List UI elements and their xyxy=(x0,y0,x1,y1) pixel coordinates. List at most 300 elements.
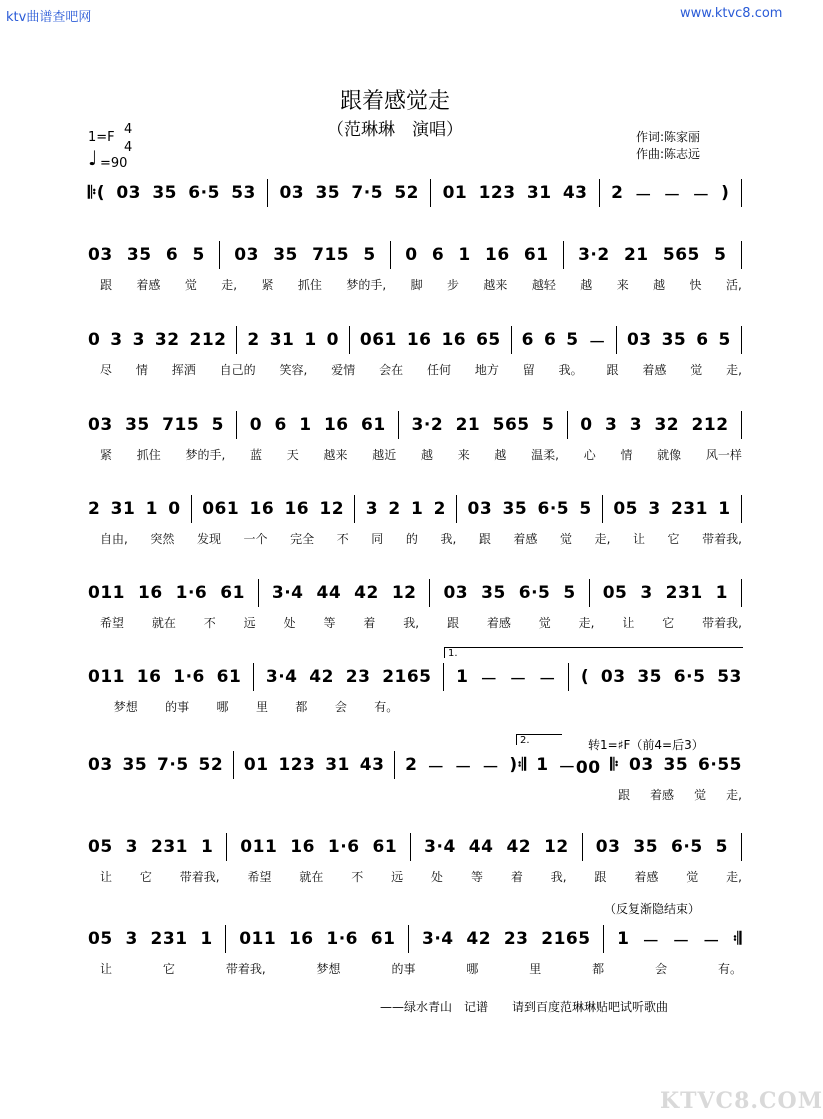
lyric-syllable: 抓住 xyxy=(297,278,322,292)
note-token: 35 xyxy=(126,245,152,265)
note-token: 23 xyxy=(503,929,529,949)
note-token: 16 xyxy=(284,499,310,519)
note-token: 35 xyxy=(122,755,148,775)
note-token: 1 xyxy=(200,837,214,857)
lyric-syllable: 抓住 xyxy=(136,448,161,462)
barline xyxy=(741,326,742,354)
lyric-syllable: 着感 xyxy=(642,363,667,377)
lyric-syllable: 越 xyxy=(420,448,433,462)
note-token: 61 xyxy=(220,583,245,603)
watermark-bottom: KTVC8.COM xyxy=(660,1088,823,1114)
note-token: － xyxy=(481,757,500,778)
note-token: 35 xyxy=(661,330,687,350)
note-token: 53 xyxy=(231,183,256,203)
note-token: 42 xyxy=(354,583,379,603)
note-token: －00 xyxy=(558,757,601,778)
lyric-syllable: 来 xyxy=(457,448,470,462)
time-signature-top: 4 xyxy=(124,122,133,137)
modulation-note: 转1=♯F（前4=后3） xyxy=(588,738,704,752)
note-token: 1·6 xyxy=(326,929,359,949)
lyric-syllable: 处 xyxy=(431,870,444,884)
lyrics-row xyxy=(88,868,742,885)
note-token: 2 xyxy=(388,499,401,519)
lyric-syllable: 脚 xyxy=(410,278,423,292)
notes-row xyxy=(88,662,742,692)
lyric-syllable: 哪 xyxy=(216,700,229,714)
lyric-syllable: 等 xyxy=(323,616,336,630)
lyric-syllable: 就在 xyxy=(299,870,324,884)
note-token: 7·5 xyxy=(351,183,384,203)
note-token: 011 xyxy=(88,583,125,603)
note-token: 3·4 xyxy=(265,667,298,687)
note-token: 43 xyxy=(562,183,588,203)
note-token: 1·6 xyxy=(175,583,208,603)
lyric-syllable: 梦的手, xyxy=(346,278,387,292)
lyric-syllable: 同 xyxy=(371,532,384,546)
barline xyxy=(225,925,226,953)
lyrics-row xyxy=(88,446,742,463)
note-token: 44 xyxy=(468,837,494,857)
note-token: 03 xyxy=(88,415,113,435)
note-token: 61 xyxy=(370,929,396,949)
note-token: 05 xyxy=(602,583,628,603)
note-token: 03 xyxy=(88,245,113,265)
lyric-syllable: 越来 xyxy=(323,448,348,462)
note-token: 6·55 xyxy=(698,755,742,775)
lyric-syllable: 有。 xyxy=(374,700,399,714)
lyric-syllable: 紧 xyxy=(261,278,274,292)
barline xyxy=(616,326,617,354)
notes-row xyxy=(88,832,742,862)
lyric-syllable: 步 xyxy=(447,278,460,292)
lyric-syllable: 越 xyxy=(494,448,507,462)
lyric-syllable: 快 xyxy=(689,278,702,292)
lyric-syllable: 完全 xyxy=(290,532,315,546)
note-token: 6 xyxy=(431,245,445,265)
note-token: － xyxy=(480,669,498,690)
note-token: 6·5 xyxy=(671,837,703,857)
note-token: 16 xyxy=(441,330,467,350)
note-token: 231 xyxy=(150,837,188,857)
note-token: 011 xyxy=(240,837,278,857)
note-token: 03 xyxy=(467,499,493,519)
note-token: 35 xyxy=(663,755,689,775)
footer-credit: ——绿水青山 记谱 请到百度范琳琳贴吧试听歌曲 xyxy=(380,1000,669,1014)
note-token: ) xyxy=(721,183,730,203)
lyric-syllable: 的事 xyxy=(165,700,190,714)
lyric-syllable: 越 xyxy=(580,278,593,292)
quarter-note-icon: ♩ xyxy=(88,146,98,170)
note-token: 31 xyxy=(526,183,552,203)
note-token: )𝄇 xyxy=(509,755,527,775)
note-token: 1·6 xyxy=(327,837,360,857)
note-token: 6 xyxy=(696,330,709,350)
lyric-syllable: 挥洒 xyxy=(171,363,196,377)
lyric-syllable: 越近 xyxy=(372,448,397,462)
lyrics-row xyxy=(88,698,742,715)
lyric-syllable: 让 xyxy=(100,962,113,976)
barline xyxy=(408,925,409,953)
note-token: 3·2 xyxy=(411,415,444,435)
barline xyxy=(236,326,237,354)
note-token: 3 xyxy=(132,330,145,350)
lyric-syllable: 哪 xyxy=(466,962,479,976)
note-token: 16 xyxy=(249,499,275,519)
lyric-syllable: 远 xyxy=(391,870,404,884)
note-token: 03 xyxy=(443,583,469,603)
note-token: 5 xyxy=(542,415,555,435)
lyric-syllable: 心 xyxy=(583,448,596,462)
note-token: 3 xyxy=(125,929,138,949)
lyric-syllable: 会 xyxy=(334,700,347,714)
note-token: 42 xyxy=(506,837,532,857)
notes-row xyxy=(88,410,742,440)
lyric-syllable: 带着我, xyxy=(702,532,742,546)
note-token: 03 xyxy=(279,183,305,203)
lyric-syllable: 走, xyxy=(594,532,611,546)
note-token: 2 xyxy=(433,499,446,519)
lyric-syllable: 它 xyxy=(662,616,675,630)
note-token: 3·4 xyxy=(271,583,304,603)
barline xyxy=(741,495,742,523)
lyric-syllable: 不 xyxy=(336,532,349,546)
barline xyxy=(390,241,391,269)
note-token: 31 xyxy=(269,330,295,350)
note-token: － xyxy=(702,931,721,952)
note-token: 0 xyxy=(168,499,181,519)
note-token: 42 xyxy=(309,667,334,687)
lyric-syllable: 着感 xyxy=(650,788,675,802)
note-token: 65 xyxy=(476,330,501,350)
note-token: 61 xyxy=(523,245,549,265)
notes-row xyxy=(88,325,742,355)
note-token: 011 xyxy=(239,929,277,949)
note-token: 32 xyxy=(654,415,680,435)
barline xyxy=(563,241,564,269)
note-token: 1 xyxy=(456,667,469,687)
lyric-syllable: 着 xyxy=(510,870,523,884)
barline xyxy=(191,495,192,523)
lyric-syllable: 着感 xyxy=(634,870,659,884)
lyricist: 作词:陈家丽 xyxy=(636,130,701,144)
note-token: 0 xyxy=(580,415,593,435)
note-token: 2165 xyxy=(382,667,432,687)
barline xyxy=(394,751,395,779)
note-token: 03 xyxy=(234,245,259,265)
note-token: 16 xyxy=(136,667,162,687)
note-token: 35 xyxy=(152,183,177,203)
note-token: 0 xyxy=(326,330,339,350)
lyric-syllable: 着感 xyxy=(136,278,161,292)
note-token: 212 xyxy=(691,415,729,435)
note-token: 12 xyxy=(544,837,569,857)
note-token: 16 xyxy=(290,837,315,857)
note-token: 1 xyxy=(200,929,213,949)
note-token: 35 xyxy=(315,183,341,203)
note-token: 5 xyxy=(211,415,224,435)
lyric-syllable: 都 xyxy=(295,700,308,714)
lyric-syllable: 希望 xyxy=(100,616,125,630)
notes-row xyxy=(88,924,742,954)
note-token: 1 xyxy=(458,245,471,265)
lyric-syllable: 让 xyxy=(100,870,113,884)
lyric-syllable: 着 xyxy=(363,616,376,630)
lyric-syllable: 跟 xyxy=(446,616,459,630)
note-token: 05 xyxy=(613,499,639,519)
barline xyxy=(603,925,604,953)
note-token: 52 xyxy=(394,183,419,203)
lyric-syllable: 突然 xyxy=(150,532,175,546)
song-title: 跟着感觉走 xyxy=(339,89,450,114)
note-token: 1 xyxy=(304,330,317,350)
lyric-syllable: 的 xyxy=(405,532,418,546)
note-token: 1 xyxy=(410,499,424,519)
note-token: 44 xyxy=(316,583,342,603)
lyric-syllable: 觉 xyxy=(694,788,707,802)
lyric-syllable: 爱情 xyxy=(331,363,356,377)
lyric-syllable: 让 xyxy=(632,532,645,546)
tempo: =90 xyxy=(100,156,128,171)
note-token: 6·5 xyxy=(518,583,551,603)
lyric-syllable: 觉 xyxy=(538,616,551,630)
lyric-syllable: 里 xyxy=(255,700,268,714)
lyric-syllable: 笑容, xyxy=(279,363,308,377)
lyric-syllable: 活, xyxy=(725,278,742,292)
key-signature: 1=F xyxy=(88,130,115,145)
note-token: 61 xyxy=(216,667,242,687)
note-token: 5 xyxy=(715,837,728,857)
lyric-syllable: 地方 xyxy=(474,363,499,377)
note-token: 35 xyxy=(273,245,298,265)
note-token: － xyxy=(692,185,710,206)
note-token: 35 xyxy=(481,583,506,603)
volta-second: 2. xyxy=(516,734,562,745)
barline xyxy=(568,663,569,691)
note-token: 35 xyxy=(637,667,663,687)
barline xyxy=(589,579,590,607)
lyric-syllable: 它 xyxy=(139,870,152,884)
note-token: 61 xyxy=(372,837,398,857)
barline xyxy=(741,579,742,607)
note-token: 5 xyxy=(579,499,592,519)
note-token: 03 xyxy=(626,330,652,350)
note-token: 0 xyxy=(249,415,263,435)
note-token: 715 xyxy=(162,415,200,435)
note-token: 6·5 xyxy=(673,667,706,687)
note-token: 1 xyxy=(299,415,312,435)
note-token: － xyxy=(588,332,607,353)
note-token: 3 xyxy=(629,415,643,435)
note-token: － xyxy=(427,757,445,778)
lyric-syllable: 远 xyxy=(243,616,256,630)
lyric-syllable: 情 xyxy=(135,363,148,377)
note-token: － xyxy=(642,931,660,952)
lyric-syllable: 跟 xyxy=(100,278,113,292)
note-token: 2165 xyxy=(541,929,591,949)
note-token: － xyxy=(509,669,527,690)
note-token: 𝄆( xyxy=(88,183,106,203)
lyric-syllable: 情 xyxy=(620,448,633,462)
barline xyxy=(582,833,583,861)
lyric-syllable: 让 xyxy=(622,616,635,630)
note-token: 123 xyxy=(478,183,516,203)
barline xyxy=(236,411,237,439)
note-token: 061 xyxy=(359,330,397,350)
note-token: 31 xyxy=(325,755,350,775)
note-token: 16 xyxy=(485,245,510,265)
note-token: 05 xyxy=(88,837,113,857)
lyric-syllable: 梦的手, xyxy=(185,448,226,462)
lyric-syllable: 一个 xyxy=(243,532,268,546)
note-token: ( xyxy=(580,667,590,687)
lyric-syllable: 跟 xyxy=(618,788,631,802)
watermark-left: ktv曲谱查吧网 xyxy=(6,10,92,25)
lyric-syllable: 我。 xyxy=(558,363,583,377)
lyric-syllable: 留 xyxy=(522,363,535,377)
note-token: 03 xyxy=(600,667,626,687)
barline xyxy=(253,663,254,691)
note-token: 2 xyxy=(611,183,624,203)
lyric-syllable: 带着我, xyxy=(225,962,266,976)
barline xyxy=(398,411,399,439)
note-token: 16 xyxy=(288,929,314,949)
note-token: 0 xyxy=(88,330,101,350)
lyric-syllable: 希望 xyxy=(247,870,272,884)
barline xyxy=(741,833,742,861)
note-token: 231 xyxy=(670,499,708,519)
note-token: 5 xyxy=(714,245,727,265)
note-token: 3·4 xyxy=(421,929,454,949)
note-token: 123 xyxy=(278,755,316,775)
note-token: 𝄇 xyxy=(733,929,742,949)
lyric-syllable: 就在 xyxy=(151,616,176,630)
note-token: － xyxy=(672,931,690,952)
note-token: － xyxy=(454,757,473,778)
lyric-syllable: 等 xyxy=(470,870,483,884)
barline xyxy=(741,179,742,207)
barline xyxy=(599,179,600,207)
note-token: 5 xyxy=(192,245,205,265)
lyric-syllable: 会 xyxy=(655,962,668,976)
lyric-syllable: 走, xyxy=(726,870,742,884)
lyric-syllable: 觉 xyxy=(686,870,699,884)
note-token: 21 xyxy=(623,245,649,265)
lyric-syllable: 走, xyxy=(221,278,238,292)
note-token: 6 xyxy=(274,415,287,435)
song-performer: （范琳琳 演唱） xyxy=(327,120,463,140)
lyric-syllable: 处 xyxy=(283,616,296,630)
note-token: 23 xyxy=(345,667,371,687)
lyric-syllable: 着感 xyxy=(513,532,538,546)
notes-row xyxy=(88,178,742,208)
barline xyxy=(267,179,268,207)
note-token: 7·5 xyxy=(157,755,189,775)
note-token: 061 xyxy=(202,499,240,519)
note-token: 35 xyxy=(633,837,659,857)
lyric-syllable: 有。 xyxy=(717,962,742,976)
note-token: 12 xyxy=(391,583,417,603)
note-token: 715 xyxy=(312,245,350,265)
note-token: 565 xyxy=(662,245,700,265)
barline xyxy=(429,579,430,607)
note-token: 03 xyxy=(116,183,142,203)
note-token: 16 xyxy=(137,583,163,603)
lyric-syllable: 觉 xyxy=(184,278,197,292)
ending-note: （反复渐隐结束） xyxy=(604,902,701,916)
note-token: － xyxy=(663,185,682,206)
lyric-syllable: 不 xyxy=(351,870,364,884)
note-token: 1 xyxy=(536,755,549,775)
lyric-syllable: 走, xyxy=(578,616,595,630)
note-token: 011 xyxy=(88,667,125,687)
lyrics-row xyxy=(88,530,742,547)
lyrics-row xyxy=(88,960,742,977)
lyric-syllable: 天 xyxy=(286,448,299,462)
note-token: 3·2 xyxy=(578,245,610,265)
lyric-syllable: 温柔, xyxy=(531,448,559,462)
note-token: 35 xyxy=(125,415,150,435)
notes-row xyxy=(88,750,742,780)
note-token: 5 xyxy=(363,245,376,265)
lyric-syllable: 带着我, xyxy=(179,870,220,884)
note-token: 5 xyxy=(566,330,579,350)
lyric-syllable: 来 xyxy=(616,278,629,292)
note-token: 1 xyxy=(718,499,731,519)
note-token: 1 xyxy=(617,929,630,949)
note-token: 565 xyxy=(492,415,530,435)
lyric-syllable: 风一样 xyxy=(705,448,742,462)
barline xyxy=(410,833,411,861)
note-token: 3 xyxy=(640,583,653,603)
note-token: 01 xyxy=(243,755,269,775)
lyric-syllable: 发现 xyxy=(196,532,221,546)
lyric-syllable: 会在 xyxy=(379,363,404,377)
lyric-syllable: 越轻 xyxy=(531,278,556,292)
note-token: 212 xyxy=(189,330,227,350)
lyric-syllable: 尽 xyxy=(100,363,113,377)
lyric-syllable: 觉 xyxy=(690,363,703,377)
lyric-syllable: 自己的 xyxy=(219,363,256,377)
lyric-syllable: 走, xyxy=(726,363,742,377)
lyric-syllable: 就像 xyxy=(657,448,682,462)
note-token: 05 xyxy=(88,929,113,949)
note-token: 2 xyxy=(247,330,260,350)
lyric-syllable: 蓝 xyxy=(250,448,263,462)
note-token: 01 xyxy=(442,183,468,203)
lyric-syllable: 我, xyxy=(440,532,457,546)
lyric-syllable: 走, xyxy=(726,788,742,802)
note-token: 5 xyxy=(718,330,731,350)
note-token: 3 xyxy=(365,499,379,519)
note-token: 6 xyxy=(165,245,179,265)
note-token: 231 xyxy=(150,929,188,949)
barline xyxy=(741,241,742,269)
lyric-syllable: 我, xyxy=(403,616,420,630)
note-token: 3·4 xyxy=(424,837,456,857)
barline xyxy=(233,751,234,779)
note-token: 16 xyxy=(406,330,432,350)
barline xyxy=(602,495,603,523)
note-token: 52 xyxy=(198,755,224,775)
lyric-syllable: 梦想 xyxy=(316,962,341,976)
notes-row xyxy=(88,240,742,270)
lyric-syllable: 紧 xyxy=(100,448,113,462)
lyric-syllable: 都 xyxy=(592,962,605,976)
lyrics-row xyxy=(88,786,742,803)
barline xyxy=(219,241,220,269)
lyric-syllable: 自由, xyxy=(100,532,128,546)
note-token: 21 xyxy=(455,415,481,435)
